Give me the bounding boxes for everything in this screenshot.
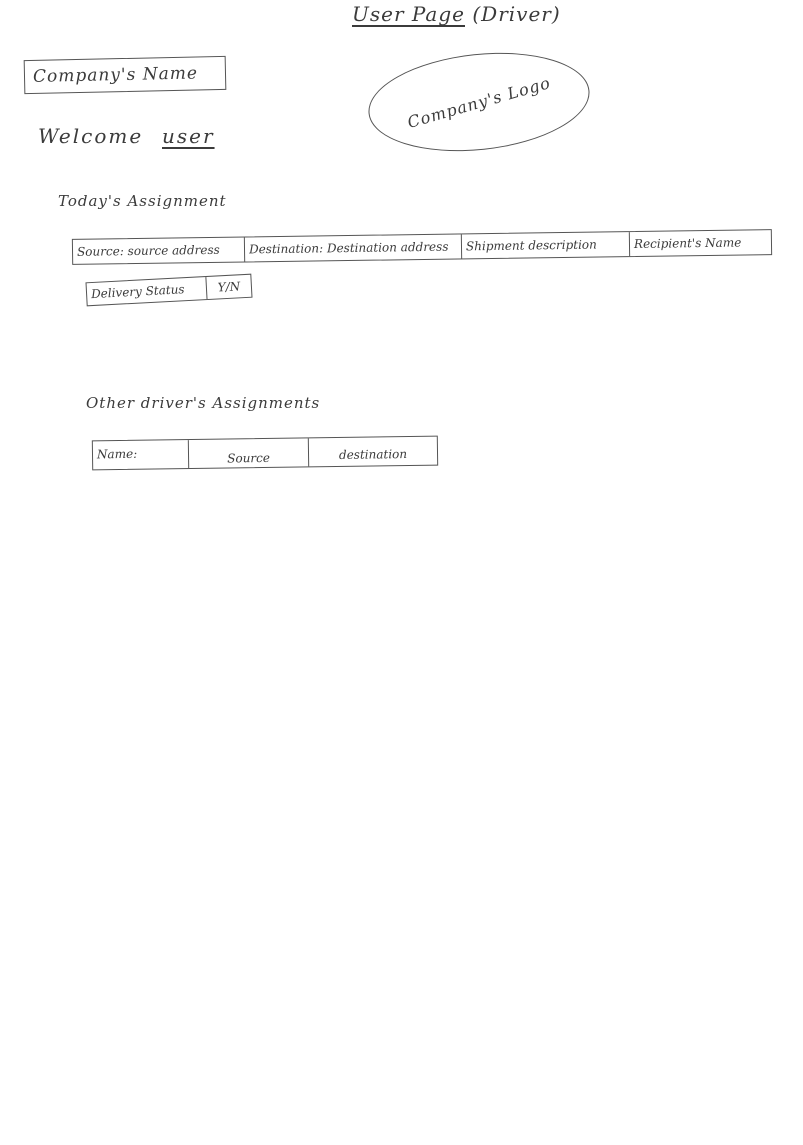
other-name-cell: Name:	[93, 440, 189, 469]
other-assignments-row	[92, 436, 438, 471]
page-title-suffix: (Driver)	[472, 2, 561, 26]
company-logo	[364, 43, 595, 162]
other-assignments-heading: Other driver's Assignments	[86, 394, 321, 412]
destination-address-cell: Destination: Destination address	[245, 234, 462, 261]
welcome-text: Welcome	[38, 124, 144, 148]
other-source-cell: Source	[189, 438, 309, 468]
page-title-main: User Page	[352, 2, 465, 26]
page-title	[352, 4, 561, 24]
todays-assignment-heading: Today's Assignment	[58, 192, 227, 210]
source-address-cell: Source: source address	[73, 237, 245, 263]
company-name: Company's Name	[32, 63, 199, 87]
delivery-status-label: Delivery Status	[87, 277, 208, 305]
shipment-description-cell: Shipment description	[462, 232, 630, 258]
delivery-status-toggle[interactable]: Y/N	[217, 279, 241, 295]
company-logo-label: Company's Logo	[405, 72, 553, 132]
delivery-status-row	[85, 274, 252, 307]
company-name-box	[24, 56, 227, 94]
other-destination-cell: destination	[338, 447, 408, 462]
username-link[interactable]: user	[162, 124, 215, 148]
todays-assignment-row	[72, 229, 772, 265]
recipient-name-cell: Recipient's Name	[633, 235, 742, 252]
